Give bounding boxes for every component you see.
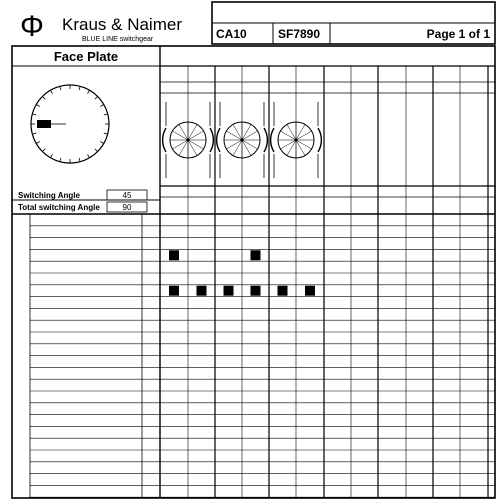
total-switching-angle-label: Total switching Angle [18, 203, 100, 212]
dial-tick [60, 158, 61, 162]
contact-arc-right [264, 128, 267, 152]
contact-hub [294, 138, 297, 141]
dial-tick [60, 86, 61, 90]
closed-contact-mark [169, 286, 179, 296]
dial-tick [51, 154, 53, 157]
switching-angle-label: Switching Angle [18, 191, 80, 200]
total-switching-angle-value: 90 [122, 203, 132, 212]
closed-contact-mark [169, 250, 179, 260]
model-code: CA10 [216, 27, 247, 41]
closed-contact-mark [251, 286, 261, 296]
contact-arc-right [318, 128, 321, 152]
closed-contact-mark [197, 286, 207, 296]
dial-tick [42, 149, 45, 152]
contact-arc-right [210, 128, 213, 152]
dial-tick [95, 96, 98, 99]
contact-arc-left [217, 128, 220, 152]
contact-grid [160, 66, 495, 498]
dial-tick [104, 133, 108, 134]
dial-tick [104, 114, 108, 115]
closed-contact-mark [305, 286, 315, 296]
dial-tick [32, 133, 36, 134]
face-plate-title: Face Plate [53, 49, 119, 64]
dial-tick [79, 158, 80, 162]
logo-symbol: Φ [20, 10, 44, 43]
main-frame [12, 46, 495, 498]
dial-tick [51, 90, 53, 93]
face-plate-dial [31, 85, 109, 163]
dial-tick [79, 86, 80, 90]
dial-pointer [37, 120, 51, 128]
dial-tick [32, 114, 36, 115]
brand-tagline: BLUE LINE switchgear [82, 36, 154, 43]
drawing-number: SF7890 [278, 27, 321, 41]
dial-tick [100, 105, 103, 107]
dial-tick [88, 90, 90, 93]
contact-arc-left [271, 128, 274, 152]
dial-tick [95, 149, 98, 152]
dial-tick [88, 154, 90, 157]
contact-hub [186, 138, 189, 141]
contact-arc-left [163, 128, 166, 152]
page-indicator: Page 1 of 1 [426, 27, 490, 41]
dial-tick [36, 142, 39, 144]
dial-tick [36, 105, 39, 107]
brand-name: Kraus & Naimer [62, 15, 182, 34]
closed-contact-mark [224, 286, 234, 296]
dial-tick [42, 96, 45, 99]
closed-contact-mark [251, 250, 261, 260]
switching-angle-value: 45 [122, 191, 132, 200]
closed-contact-mark [278, 286, 288, 296]
contact-hub [240, 138, 243, 141]
dial-tick [100, 142, 103, 144]
